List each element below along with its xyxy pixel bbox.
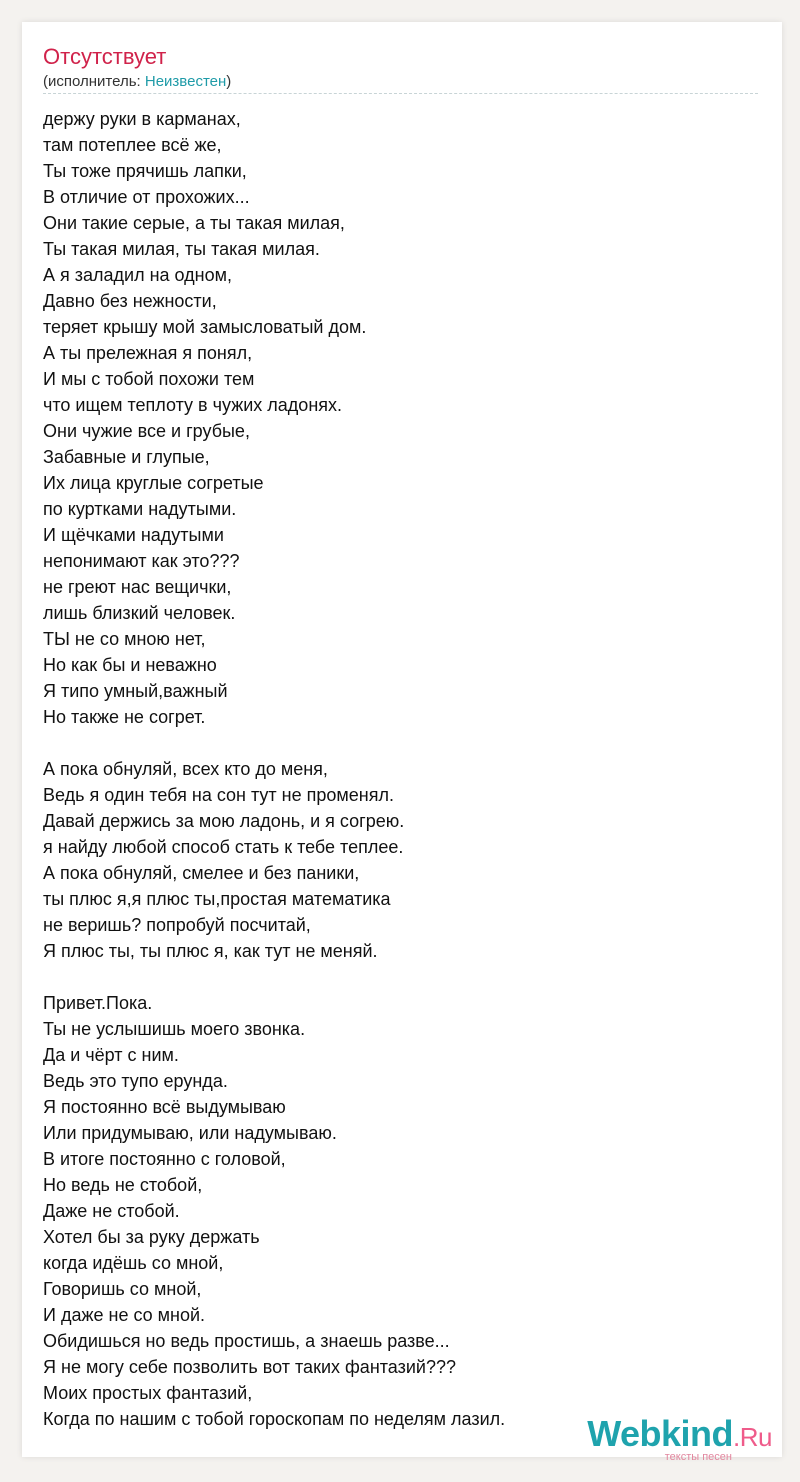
lyric-line: В отличие от прохожих... — [43, 187, 250, 207]
lyric-line: Я постоянно всё выдумываю — [43, 1097, 286, 1117]
lyric-line: И щёчками надутыми — [43, 525, 224, 545]
lyric-line: не греют нас вещички, — [43, 577, 232, 597]
artist-suffix: ) — [226, 73, 232, 90]
lyric-line: Но как бы и неважно — [43, 655, 217, 675]
lyric-line: В итоге постоянно с головой, — [43, 1149, 286, 1169]
lyric-line: Когда по нашим с тобой гороскопам по неделям лазил. — [43, 1409, 506, 1429]
site-watermark — [582, 1414, 782, 1464]
artist-prefix: (исполнитель: — [43, 73, 145, 90]
lyric-line: Даже не стобой. — [43, 1201, 180, 1221]
lyric-line: ты плюс я,я плюс ты,простая математика — [43, 889, 391, 909]
lyric-line: лишь близкий человек. — [43, 603, 236, 623]
lyric-line: И даже не со мной. — [43, 1305, 206, 1325]
lyric-line: Давай держись за мою ладонь, и я согрею. — [43, 811, 405, 831]
lyric-line: Я плюс ты, ты плюс я, как тут не меняй. — [43, 941, 378, 961]
lyric-line: Но ведь не стобой, — [43, 1175, 203, 1195]
lyric-line: по куртками надутыми. — [43, 499, 237, 519]
lyric-line: Ты не услышишь моего звонка. — [43, 1019, 306, 1039]
lyric-line: А пока обнуляй, смелее и без паники, — [43, 863, 360, 883]
lyric-line: Я не могу себе позволить вот таких фантазий??? — [43, 1357, 457, 1377]
lyric-line: Их лица круглые согретые — [43, 473, 264, 493]
lyric-line: Или придумываю, или надумываю. — [43, 1123, 337, 1143]
header-divider — [43, 93, 758, 94]
lyric-line: я найду любой способ стать к тебе теплее. — [43, 837, 404, 857]
watermark-tagline: тексты песен — [664, 1451, 732, 1463]
lyric-line: Давно без нежности, — [43, 291, 217, 311]
lyric-line: Привет.Пока. — [43, 993, 153, 1013]
lyric-line: И мы с тобой похожи тем — [43, 369, 255, 389]
lyric-line: держу руки в карманах, — [43, 109, 241, 129]
stanza-break — [43, 730, 758, 756]
lyric-line: непонимают как это??? — [43, 551, 240, 571]
lyric-line: ТЫ не со мною нет, — [43, 629, 206, 649]
lyric-line: Да и чёрт с ним. — [43, 1045, 179, 1065]
lyric-line: Но также не согрет. — [43, 707, 206, 727]
watermark-brand: Webkind — [587, 1413, 734, 1454]
lyrics-text — [43, 106, 758, 1432]
lyric-line: А ты прележная я понял, — [43, 343, 253, 363]
song-title: Отсутствует — [43, 44, 167, 69]
lyric-line: Забавные и глупые, — [43, 447, 210, 467]
lyric-line: Ты такая милая, ты такая милая. — [43, 239, 320, 259]
lyric-line: там потеплее всё же, — [43, 135, 222, 155]
lyric-line: Ведь это тупо ерунда. — [43, 1071, 228, 1091]
lyric-line: Они чужие все и грубые, — [43, 421, 250, 441]
lyric-line: А я заладил на одном, — [43, 265, 232, 285]
watermark-tld: .Ru — [733, 1422, 772, 1452]
lyric-line: Хотел бы за руку держать — [43, 1227, 260, 1247]
lyrics-card — [22, 22, 782, 1463]
lyric-line: не веришь? попробуй посчитай, — [43, 915, 311, 935]
lyric-line: теряет крышу мой замысловатый дом. — [43, 317, 367, 337]
lyric-line: Обидишься но ведь простишь, а знаешь разве... — [43, 1331, 450, 1351]
lyric-line: Ведь я один тебя на сон тут не променял. — [43, 785, 394, 805]
lyric-line: что ищем теплоту в чужих ладонях. — [43, 395, 343, 415]
lyric-line: когда идёшь со мной, — [43, 1253, 224, 1273]
lyric-line: Моих простых фантазий, — [43, 1383, 253, 1403]
lyric-line: Они такие серые, а ты такая милая, — [43, 213, 345, 233]
lyric-line: Я типо умный,важный — [43, 681, 228, 701]
stanza-break — [43, 964, 758, 990]
lyric-line: Ты тоже прячишь лапки, — [43, 161, 247, 181]
lyric-line: Говоришь со мной, — [43, 1279, 202, 1299]
artist-link[interactable]: Неизвестен — [144, 73, 227, 90]
lyric-line: А пока обнуляй, всех кто до меня, — [43, 759, 328, 779]
artist-line — [43, 73, 231, 91]
